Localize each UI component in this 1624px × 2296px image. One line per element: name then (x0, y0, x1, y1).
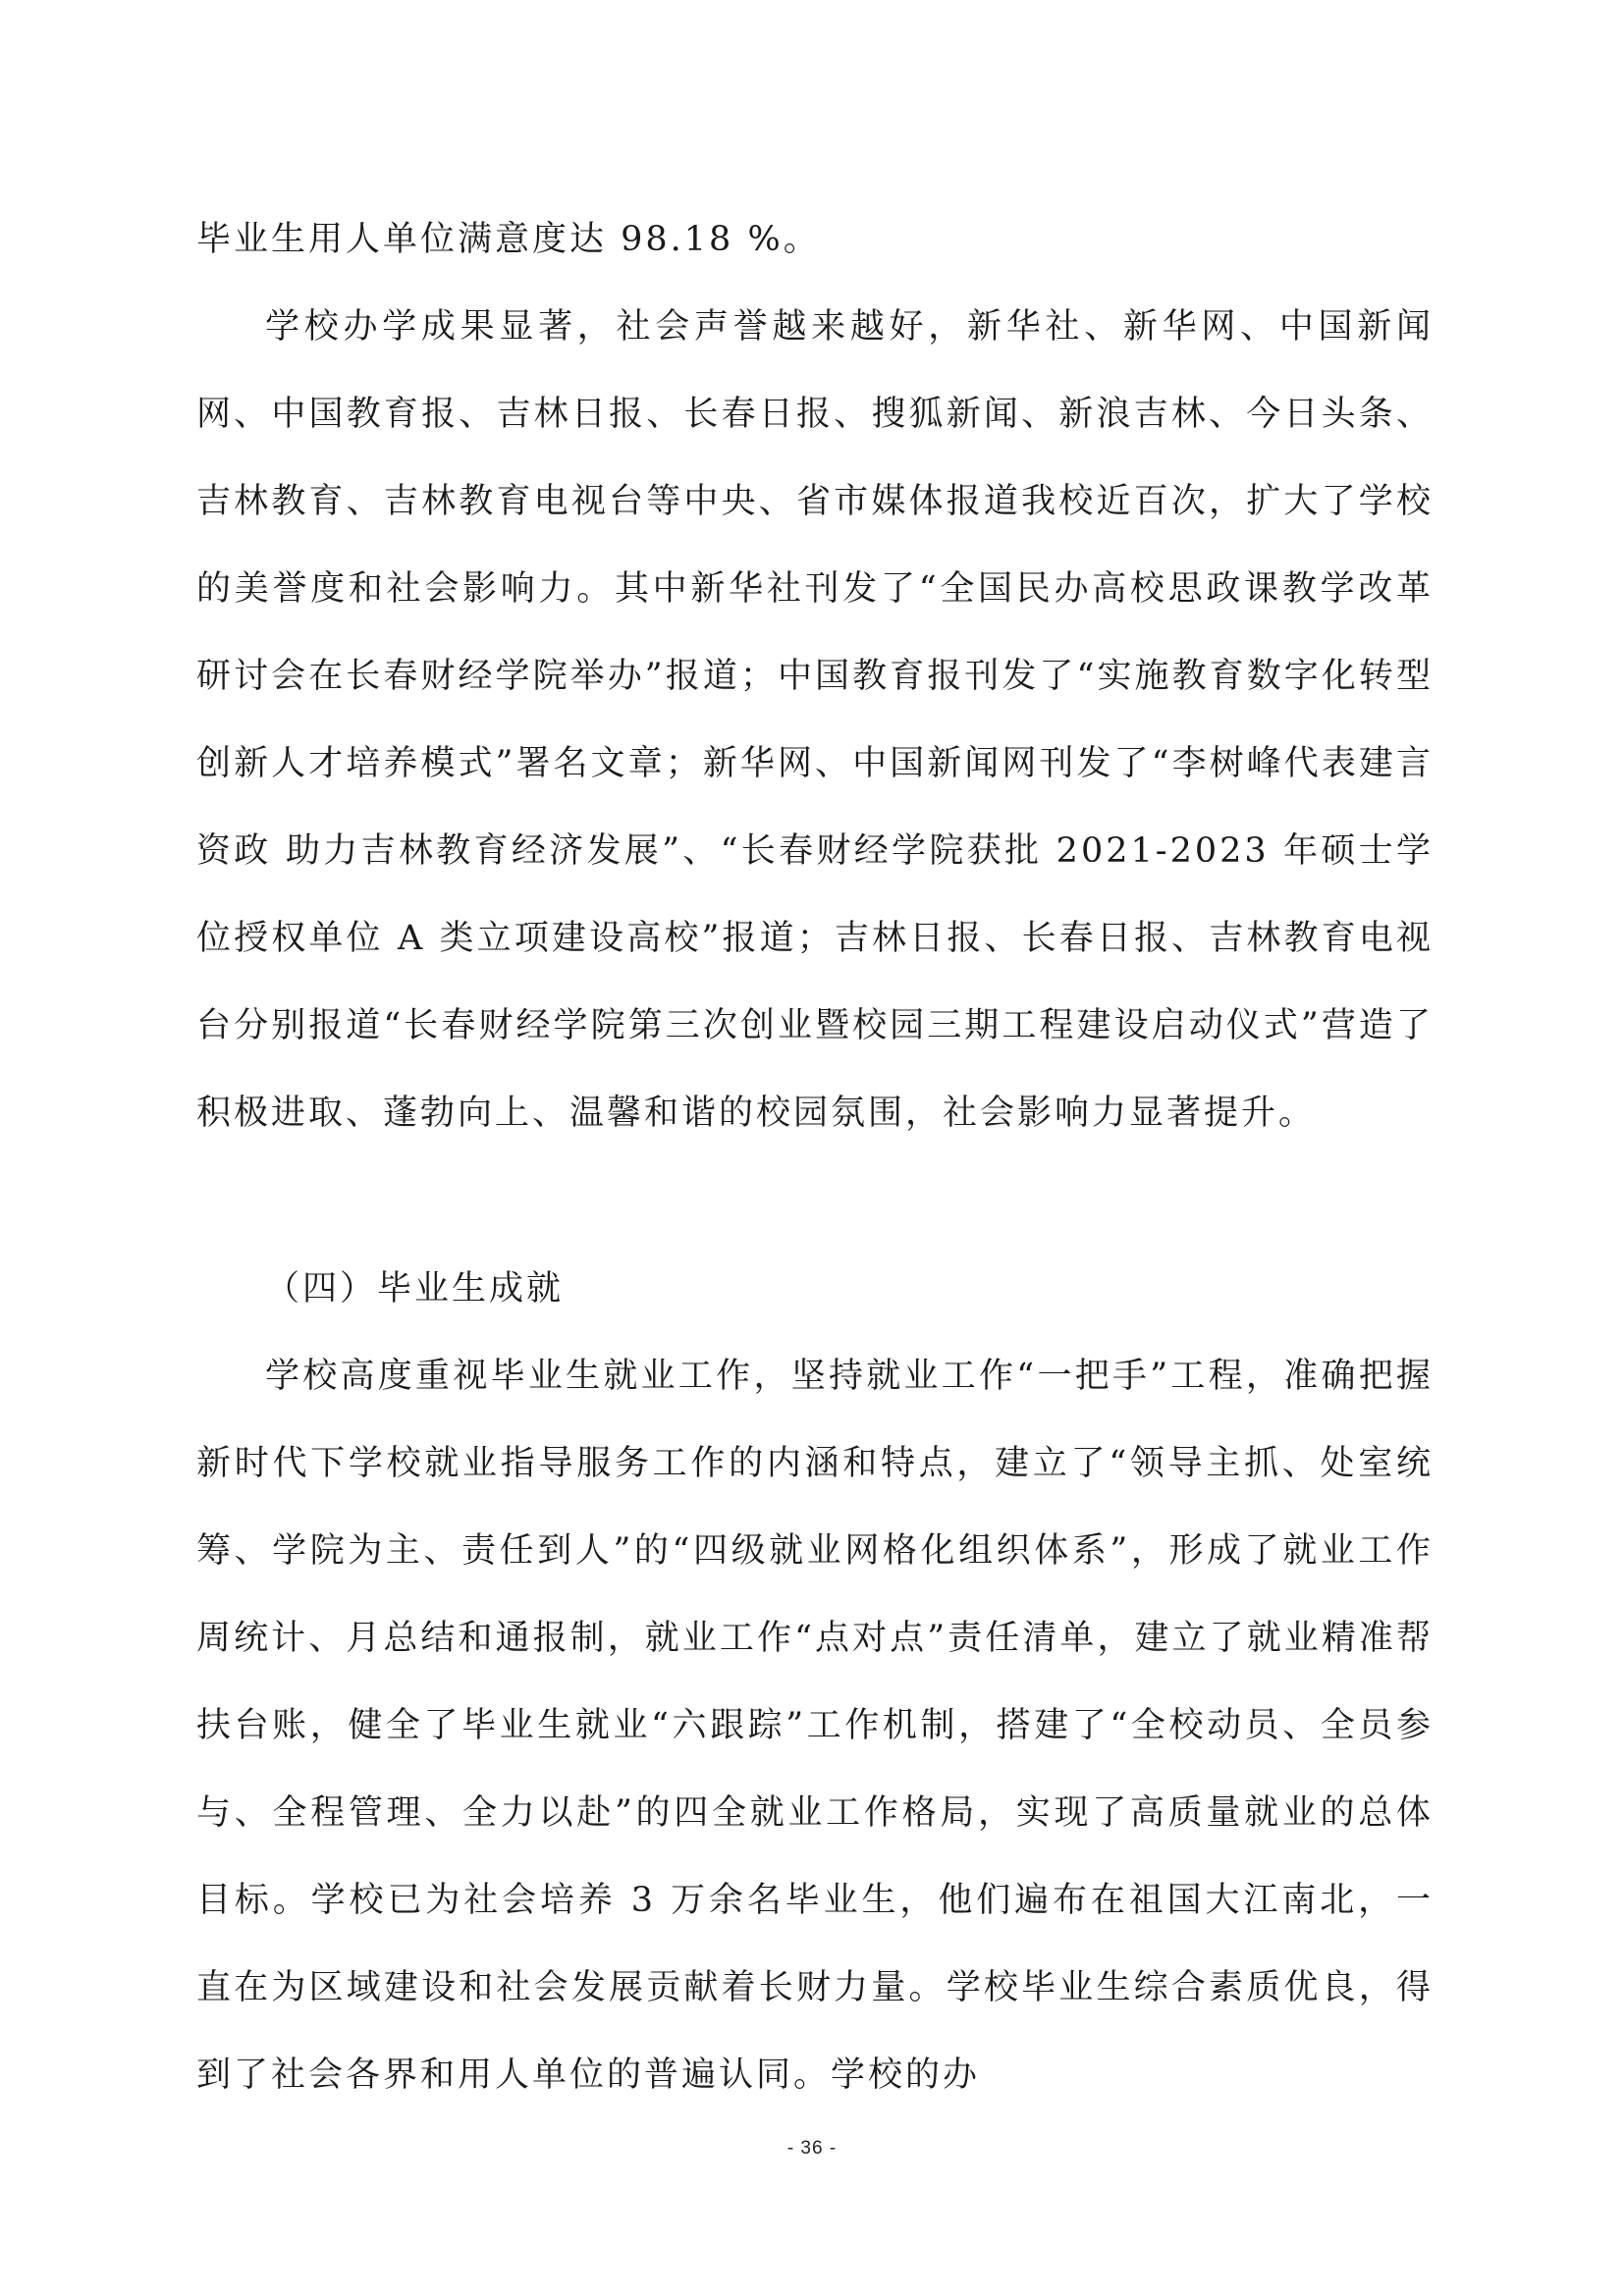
page-number: - 36 - (786, 2138, 838, 2159)
body-text-graduates (196, 1333, 1434, 2119)
body-text-lead (196, 196, 1434, 284)
paragraph-graduate-employment: 学校高度重视毕业生就业工作，坚持就业工作“一把手”工程，准确把握新时代下学校就业指导服务工作的内涵和特点，建立了“领导主抓、处室统筹、学院为主、责任到人”的“四级就业网格化组织体系”，形成了就业工作周统计、月总结和通报制，就业工作“点对点”责任清单，建立了就业精准帮扶台账，健全了毕业生就业“六跟踪”工作机制，搭建了“全校动员、全员参与、全程管理、全力以赴”的四全就业工作格局，实现了高质量就业的总体目标。学校已为社会培养 3 万余名毕业生，他们遍布在祖国大江南北，一直在为区域建设和社会发展贡献着长财力量。学校毕业生综合素质优良，得到了社会各界和用人单位的普遍认同。学校的办 (196, 1357, 1434, 2095)
section-heading (196, 1246, 1434, 1333)
paragraph-media-coverage: 学校办学成果显著，社会声誉越来越好，新华社、新华网、中国新闻网、中国教育报、吉林日报、长春日报、搜狐新闻、新浪吉林、今日头条、吉林教育、吉林教育电视台等中央、省市媒体报道我校近百次，扩大了学校的美誉度和社会影响力。其中新华社刊发了“全国民办高校思政课教学改革研讨会在长春财经学院举办”报道；中国教育报刊发了“实施教育数字化转型 创新人才培养模式”署名文章；新华网、中国新闻网刊发了“李树峰代表建言资政 助力吉林教育经济发展”、“长春财经学院获批 2021-2023 年硕士学位授权单位 A 类立项建设高校”报道；吉林日报、长春日报、吉林教育电视台分别报道“长春财经学院第三次创业暨校园三期工程建设启动仪式”营造了积极进取、蓬勃向上、温馨和谐的校园氛围，社会影响力显著提升。 (196, 307, 1434, 1133)
paragraph-satisfaction: 毕业生用人单位满意度达 98.18 %。 (196, 220, 821, 259)
body-text-media (196, 284, 1434, 1157)
section-heading-graduate-achievements: （四）毕业生成就 (265, 1269, 565, 1308)
